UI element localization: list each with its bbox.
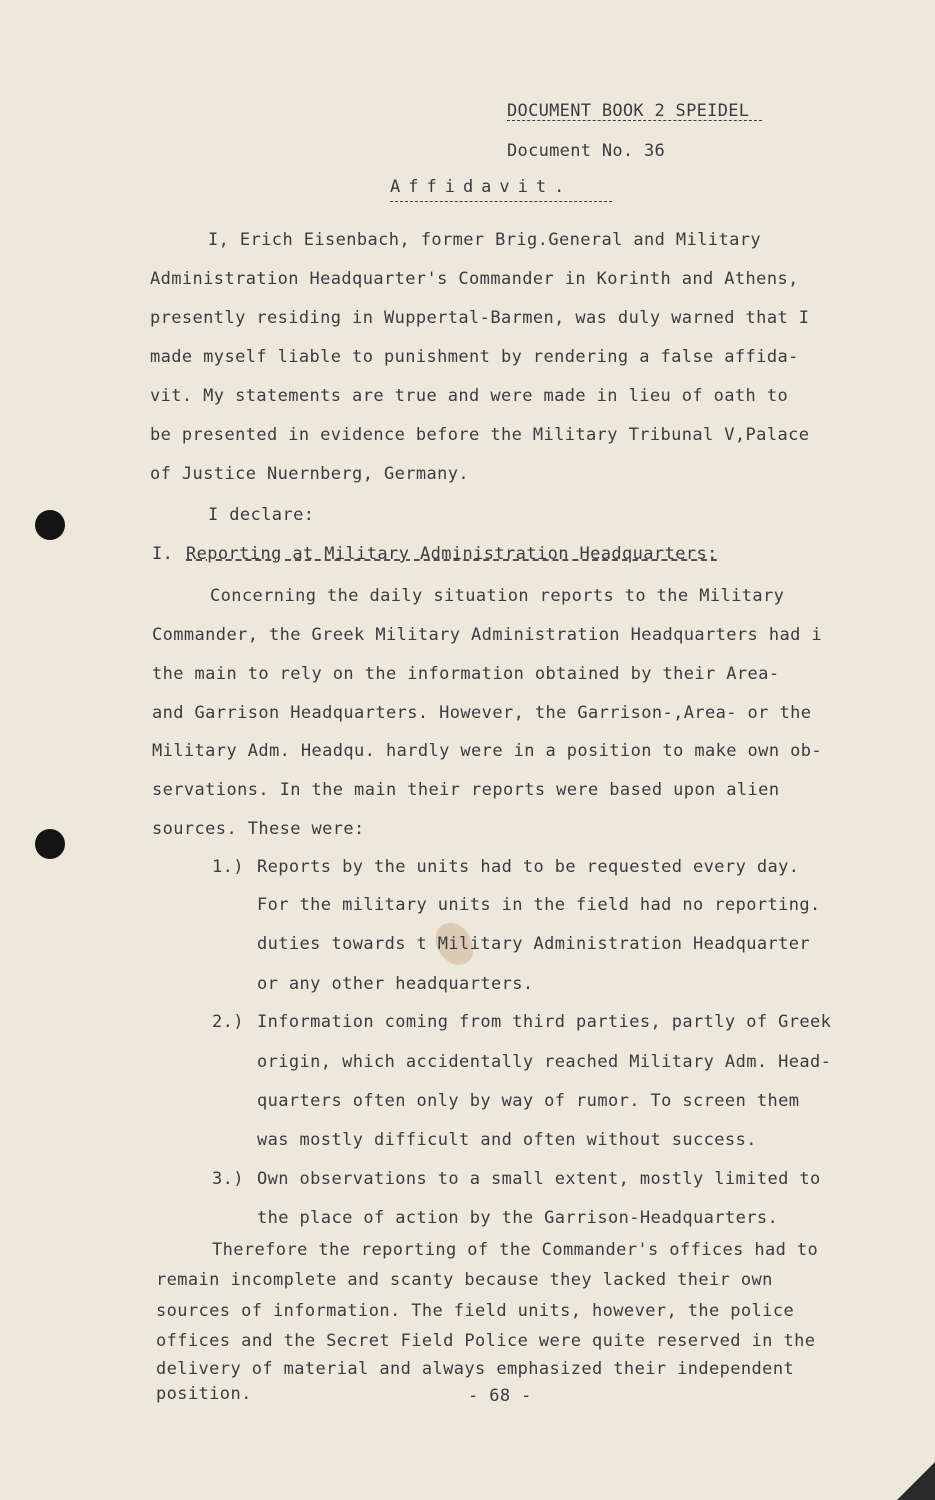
list-item-line: Information coming from third parties, partly of Greek (257, 1012, 832, 1032)
closing-line: sources of information. The field units, however, the police (156, 1301, 795, 1321)
list-item-line: Reports by the units had to be requested every day. (257, 857, 800, 877)
intro-line: Administration Headquarter's Commander in Korinth and Athens, (150, 269, 799, 289)
folded-corner (897, 1462, 935, 1500)
document-book-heading: DOCUMENT BOOK 2 SPEIDEL (507, 101, 750, 121)
title-underline (390, 201, 612, 202)
page-number: - 68 - (468, 1386, 532, 1406)
section-heading: Reporting at Military Administration Headquarters: (186, 544, 718, 564)
paragraph-line: Commander, the Greek Military Administration Headquarters had i (152, 625, 822, 645)
paragraph-line: and Garrison Headquarters. However, the Garrison-,Area- or the (152, 703, 812, 723)
list-item-line: duties towards t Military Administration Headquarter (257, 934, 811, 954)
list-item-number: 1.) (212, 857, 244, 877)
declare-line: I declare: (208, 505, 315, 525)
paragraph-line: Concerning the daily situation reports to the Military (210, 586, 785, 606)
section-number: I. (152, 544, 174, 564)
paragraph-line: servations. In the main their reports were based upon alien (152, 780, 780, 800)
closing-line: offices and the Secret Field Police were quite reserved in the (156, 1331, 816, 1351)
punch-hole (35, 829, 65, 859)
list-item-line: origin, which accidentally reached Military Adm. Head- (257, 1052, 832, 1072)
intro-line: I, Erich Eisenbach, former Brig.General and Military (208, 230, 762, 250)
intro-line: presently residing in Wuppertal-Barmen, was duly warned that I (150, 308, 810, 328)
closing-line: remain incomplete and scanty because they lacked their own (156, 1270, 773, 1290)
list-item-line: or any other headquarters. (257, 974, 534, 994)
list-item-line: quarters often only by way of rumor. To screen them (257, 1091, 800, 1111)
list-item-line: For the military units in the field had no reporting. (257, 895, 821, 915)
punch-hole (35, 510, 65, 540)
list-item-line: the place of action by the Garrison-Headquarters. (257, 1208, 779, 1228)
document-number: Document No. 36 (507, 141, 666, 161)
closing-line: delivery of material and always emphasized their independent (156, 1359, 795, 1379)
paragraph-line: the main to rely on the information obtained by their Area- (152, 664, 780, 684)
heading-divider (507, 120, 762, 121)
intro-line: of Justice Nuernberg, Germany. (150, 464, 470, 484)
intro-line: made myself liable to punishment by rendering a false affida- (150, 347, 799, 367)
list-item-line: was mostly difficult and often without success. (257, 1130, 757, 1150)
affidavit-title: Affidavit. (390, 177, 573, 197)
list-item-line: Own observations to a small extent, mostly limited to (257, 1169, 821, 1189)
closing-line: position. (156, 1384, 252, 1404)
intro-line: vit. My statements are true and were made in lieu of oath to (150, 386, 789, 406)
paragraph-line: Military Adm. Headqu. hardly were in a position to make own ob- (152, 741, 822, 761)
closing-line: Therefore the reporting of the Commander's offices had to (212, 1240, 819, 1260)
list-item-number: 2.) (212, 1012, 244, 1032)
paragraph-line: sources. These were: (152, 819, 365, 839)
intro-line: be presented in evidence before the Military Tribunal V,Palace (150, 425, 810, 445)
list-item-number: 3.) (212, 1169, 244, 1189)
